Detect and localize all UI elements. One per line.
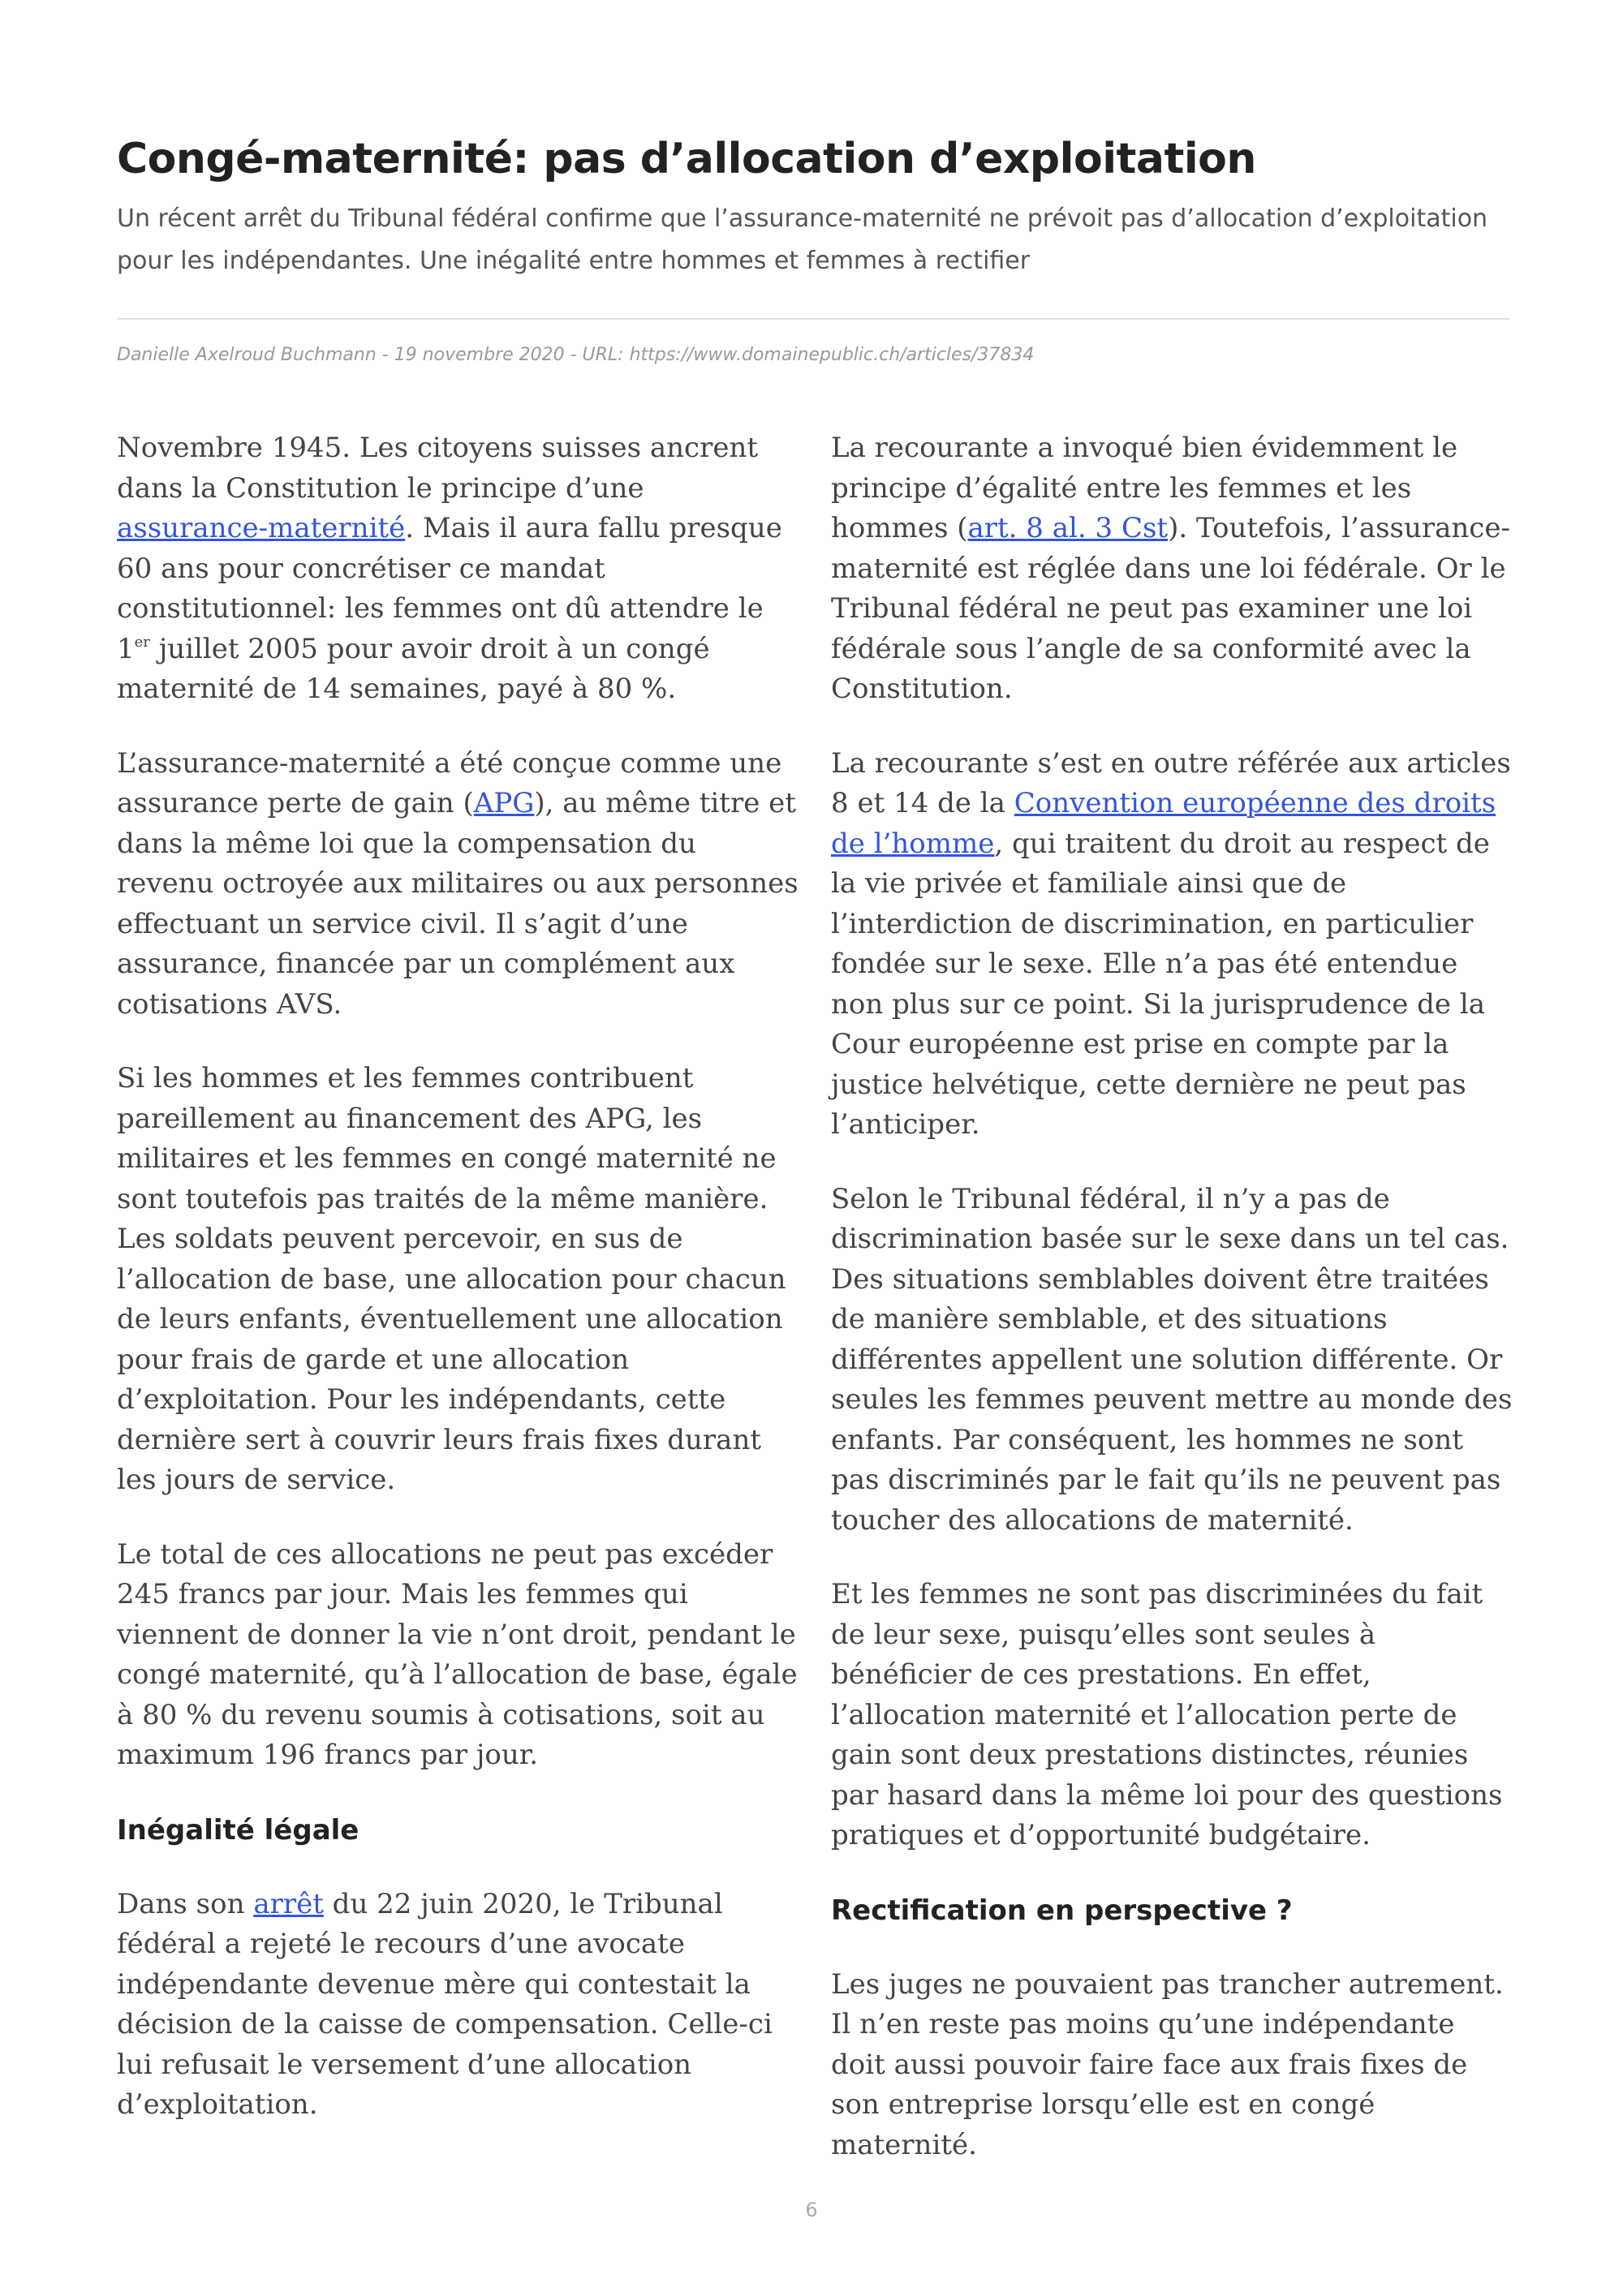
paragraph-text: ). Toutefois, l’assurance-maternité est réglée dans une loi fédérale. Or le Tribunal fédéral ne peut pas examiner une loi fédérale sous l’angle de sa conformité avec la Constitution.: [831, 512, 1510, 705]
section-heading: Rectification en perspective ?: [831, 1894, 1293, 1927]
right-column: [831, 428, 1513, 2199]
left-column: [117, 428, 799, 2160]
paragraph: [117, 1885, 799, 2126]
paragraph-text: Novembre 1945. Les citoyens suisses ancrent dans la Constitution le principe d’une: [117, 432, 759, 505]
paragraph-text: juillet 2005 pour avoir droit à un congé maternité de 14 semaines, payé à 80 %.: [117, 632, 710, 705]
header-divider: [117, 318, 1509, 320]
paragraph-text: , qui traitent du droit au respect de la vie privée et familiale ainsi que de l’interdiction de discrimination, en particulier fondée sur le sexe. Elle n’a pas été entendue non plus sur ce point. Si la jurisprudence de la Cour européenne est prise en compte par la justice helvétique, cette dernière ne peut pas l’anticiper.: [831, 827, 1490, 1141]
paragraph: [831, 428, 1513, 710]
paragraph: Les juges ne pouvaient pas trancher autrement. Il n’en reste pas moins qu’une indépendante doit aussi pouvoir faire face aux frais fixes de son entreprise lorsqu’elle est en congé maternité.: [831, 1967, 1504, 2161]
paragraph: Si les hommes et les femmes contribuent pareillement au financement des APG, les militaires et les femmes en congé maternité ne sont toutefois pas traités de la même manière. Les soldats peuvent percevoir, en sus de l’allocation de base, une allocation pour chacun de leurs enfants, éventuellement une allocation pour frais de garde et une allocation d’exploitation. Pour les indépendants, cette dernière sert à couvrir leurs frais fixes durant les jours de service.: [117, 1062, 786, 1496]
article-subtitle: Un récent arrêt du Tribunal fédéral confirme que l’assurance-maternité ne prévoit pas d’allocation d’exploitation pour les indépendantes. Une inégalité entre hommes et femmes à rectifier: [117, 204, 1488, 275]
paragraph-text: La recourante s’est en outre référée aux articles 8 et 14 de la: [831, 746, 1511, 819]
paragraph: [117, 744, 799, 1025]
paragraph: Selon le Tribunal fédéral, il n’y a pas de discrimination basée sur le sexe dans un tel cas. Des situations semblables doivent être traitées de manière semblable, et des situations différentes appellent une solution différente. Or seules les femmes peuvent mettre au monde des enfants. Par conséquent, les hommes ne sont pas discriminés par le fait qu’ils ne peuvent pas toucher des allocations de maternité.: [831, 1182, 1513, 1537]
paragraph-text: L’assurance-maternité a été conçue comme une assurance perte de gain (: [117, 746, 782, 819]
superscript: er: [134, 633, 150, 651]
paragraph-text: ), au même titre et dans la même loi que la compensation du revenu octroyée aux militaires ou aux personnes effectuant un service civil. Il s’agit d’une assurance, financée par un complément aux cotisations AVS.: [117, 787, 799, 1021]
paragraph: [117, 428, 799, 710]
article-title: Congé-maternité: pas d’allocation d’exploitation: [117, 135, 1256, 183]
section-heading: Inégalité légale: [117, 1813, 359, 1847]
page-number: 6: [805, 2199, 818, 2221]
paragraph: [831, 744, 1513, 1146]
paragraph: Et les femmes ne sont pas discriminées du fait de leur sexe, puisqu’elles sont seules à bénéficier de ces prestations. En effet, l’allocation maternité et l’allocation perte de gain sont deux prestations distinctes, réunies par hasard dans la même loi pour des questions pratiques et d’opportunité budgétaire.: [831, 1578, 1503, 1851]
paragraph-text: La recourante a invoqué bien évidemment le principe d’égalité entre les femmes et les hommes (: [831, 432, 1458, 544]
paragraph-text: du 22 juin 2020, le Tribunal fédéral a rejeté le recours d’une avocate indépendante devenue mère qui contestait la décision de la caisse de compensation. Celle-ci lui refusait le versement d’une allocation d’exploitation.: [117, 1887, 773, 2121]
arret-link[interactable]: arrêt: [253, 1887, 324, 1920]
apg-link[interactable]: APG: [473, 787, 535, 819]
assurance-maternite-link[interactable]: assurance-maternité: [117, 512, 406, 544]
article-byline: Danielle Axelroud Buchmann - 19 novembre 2020 - URL: https://www.domainepublic.ch/articles/37834: [117, 345, 1035, 365]
article-header: [117, 130, 1509, 282]
art-8-cst-link[interactable]: art. 8 al. 3 Cst: [967, 512, 1169, 544]
paragraph-text: Dans son: [117, 1887, 254, 1920]
paragraph: Le total de ces allocations ne peut pas excéder 245 francs par jour. Mais les femmes qui viennent de donner la vie n’ont droit, pendant le congé maternité, qu’à l’allocation de base, égale à 80 % du revenu soumis à cotisations, soit au maximum 196 francs par jour.: [117, 1537, 798, 1771]
paragraph-text: . Mais il aura fallu presque 60 ans pour concrétiser ce mandat constitutionnel: les femmes ont dû attendre le 1: [117, 512, 782, 665]
cedh-link[interactable]: Convention européenne des droits de l’homme: [831, 787, 1496, 860]
